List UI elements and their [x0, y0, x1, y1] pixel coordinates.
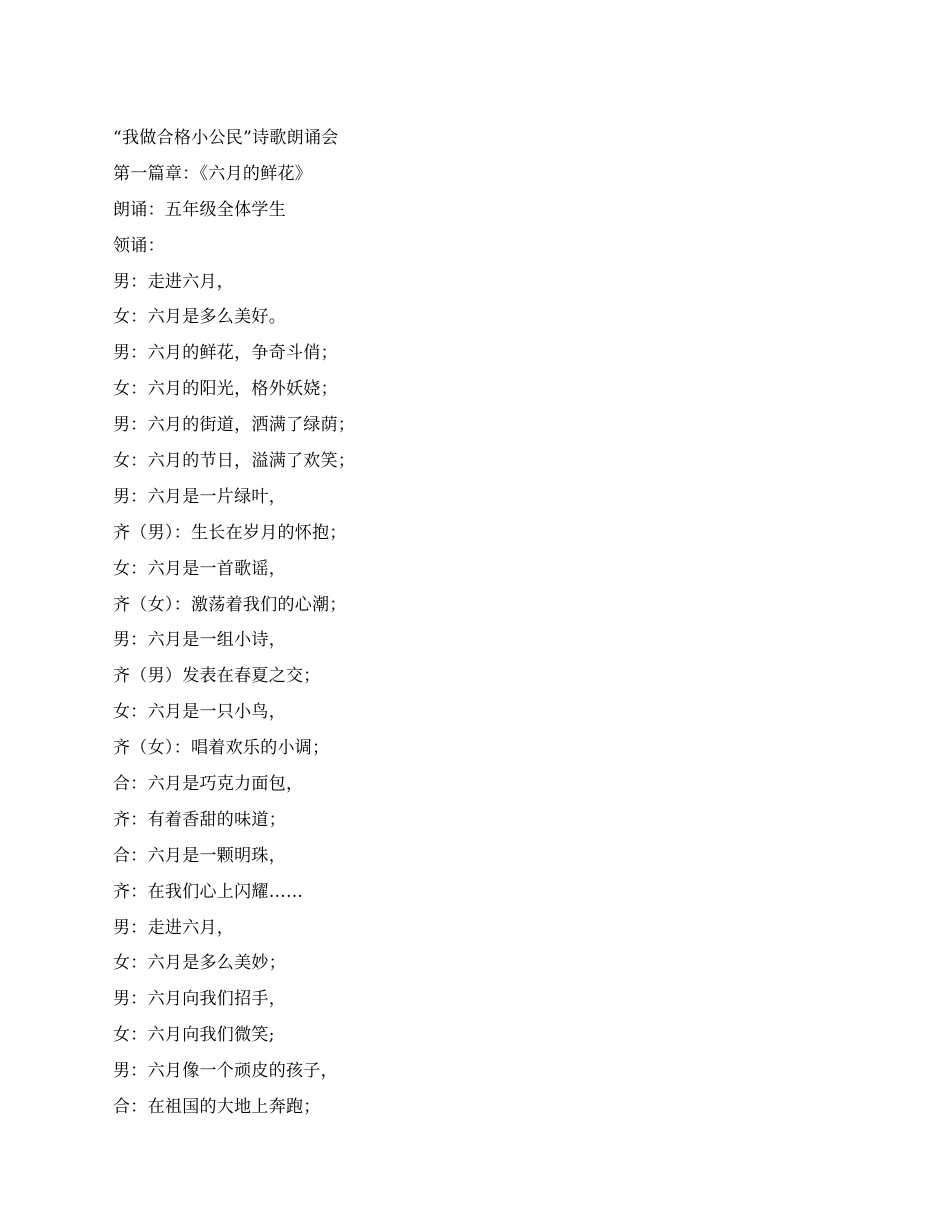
- poem-line: 男：六月向我们招手，: [113, 989, 286, 1010]
- poem-line: 男：六月是一组小诗，: [113, 630, 286, 651]
- chapter-heading: 第一篇章：《六月的鲜花》: [113, 163, 313, 184]
- poem-line: 女：六月的阳光，格外妖娆；: [113, 379, 338, 400]
- document-title: “我做合格小公民”诗歌朗诵会: [113, 128, 339, 148]
- poem-text-block: [113, 121, 813, 1126]
- poem-line: 合：六月是一颗明珠，: [113, 845, 286, 866]
- poem-line: 女：六月是多么美妙；: [113, 953, 286, 974]
- poem-line: 男：六月的街道，洒满了绿荫；: [113, 415, 356, 436]
- poem-line: 男：走进六月，: [113, 917, 235, 938]
- poem-line: 齐：有着香甜的味道；: [113, 809, 286, 830]
- poem-line: 齐（男）发表在春夏之交；: [113, 666, 321, 687]
- lead-label: 领诵：: [113, 235, 165, 256]
- poem-line: 女：六月向我们微笑;: [113, 1025, 275, 1046]
- poem-line: 男：六月的鲜花，争奇斗俏；: [113, 343, 338, 364]
- poem-line: 女：六月是一首歌谣，: [113, 558, 286, 579]
- poem-line: 合：六月是巧克力面包，: [113, 774, 304, 795]
- poem-line: 女：六月是多么美好。: [113, 307, 286, 328]
- poem-line: 女：六月的节日，溢满了欢笑；: [113, 451, 356, 472]
- poem-line: 齐：在我们心上闪耀……: [113, 881, 304, 902]
- poem-line: 齐（女）：激荡着我们的心潮；: [113, 594, 347, 615]
- poem-line: 齐（男）：生长在岁月的怀抱；: [113, 522, 347, 543]
- reciter-line: 朗诵：五年级全体学生: [113, 199, 286, 220]
- poem-line: 女：六月是一只小鸟，: [113, 702, 286, 723]
- poem-line: 男：六月像一个顽皮的孩子，: [113, 1061, 338, 1082]
- poem-line: 合：在祖国的大地上奔跑；: [113, 1097, 321, 1118]
- poem-line: 男：六月是一片绿叶，: [113, 486, 286, 507]
- poem-line: 男：走进六月，: [113, 271, 235, 292]
- poem-line: 齐（女）：唱着欢乐的小调；: [113, 738, 330, 759]
